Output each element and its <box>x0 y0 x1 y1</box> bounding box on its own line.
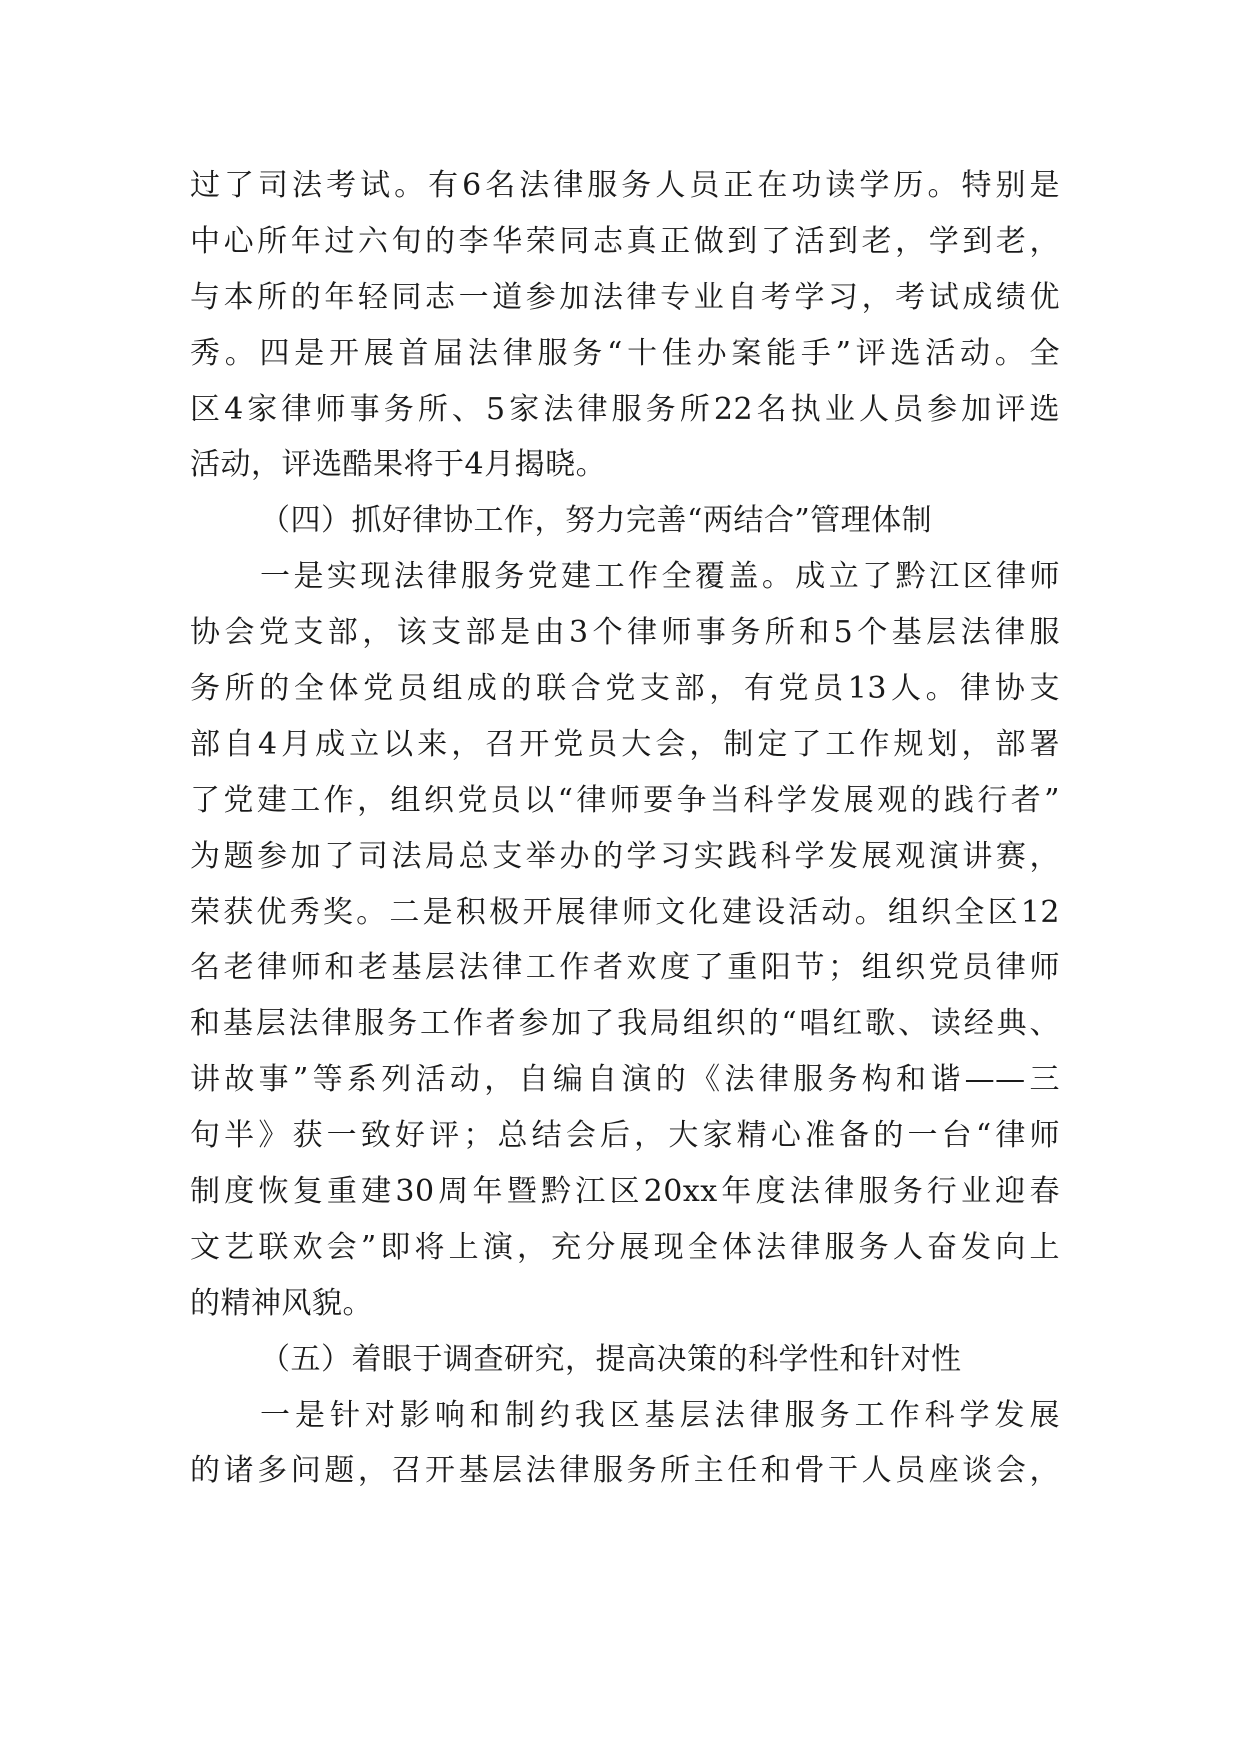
text-line: 了党建工作，组织党员以“律师要争当科学发展观的践行者” <box>190 782 1060 818</box>
text-line: 活动，评选酷果将于4月揭晓。 <box>190 447 607 483</box>
paragraph-first-line: 一是实现法律服务党建工作全覆盖。成立了黔江区律师 <box>260 559 1060 595</box>
text-line: 文艺联欢会”即将上演，充分展现全体法律服务人奋发向上 <box>190 1229 1060 1265</box>
section-heading: （四）抓好律协工作，努力完善“两结合”管理体制 <box>260 503 933 539</box>
document-body <box>190 158 1060 1499</box>
text-line: 过了司法考试。有6名法律服务人员正在功读学历。特别是 <box>190 168 1060 203</box>
text-line: 名老律师和老基层法律工作者欢度了重阳节；组织党员律师 <box>190 950 1060 986</box>
text-line: 与本所的年轻同志一道参加法律专业自考学习，考试成绩优 <box>190 279 1060 315</box>
text-line: 务所的全体党员组成的联合党支部，有党员13人。律协支 <box>190 671 1060 707</box>
text-line: 的精神风貌。 <box>190 1285 373 1321</box>
text-line: 讲故事”等系列活动，自编自演的《法律服务构和谐——三 <box>190 1062 1060 1098</box>
paragraph-first-line: 一是针对影响和制约我区基层法律服务工作科学发展 <box>260 1397 1060 1433</box>
text-line: 协会党支部，该支部是由3个律师事务所和5个基层法律服 <box>190 615 1060 651</box>
text-line: 荣获优秀奖。二是积极开展律师文化建设活动。组织全区12 <box>190 894 1060 930</box>
text-line: 句半》获一致好评；总结会后，大家精心准备的一台“律师 <box>190 1118 1060 1154</box>
text-line: 部自4月成立以来，召开党员大会，制定了工作规划，部署 <box>190 726 1060 762</box>
text-line: 和基层法律服务工作者参加了我局组织的“唱红歌、读经典、 <box>190 1006 1060 1042</box>
text-line: 中心所年过六旬的李华荣同志真正做到了活到老，学到老， <box>190 223 1060 259</box>
text-line: 为题参加了司法局总支举办的学习实践科学发展观演讲赛， <box>190 838 1060 874</box>
text-line: 秀。四是开展首届法律服务“十佳办案能手”评选活动。全 <box>190 335 1060 371</box>
text-line: 制度恢复重建30周年暨黔江区20xx年度法律服务行业迎春 <box>190 1174 1060 1210</box>
text-line: 区4家律师事务所、5家法律服务所22名执业人员参加评选 <box>190 391 1060 427</box>
text-line: 的诸多问题，召开基层法律服务所主任和骨干人员座谈会， <box>190 1453 1060 1489</box>
section-heading: （五）着眼于调查研究，提高决策的科学性和针对性 <box>260 1341 962 1377</box>
